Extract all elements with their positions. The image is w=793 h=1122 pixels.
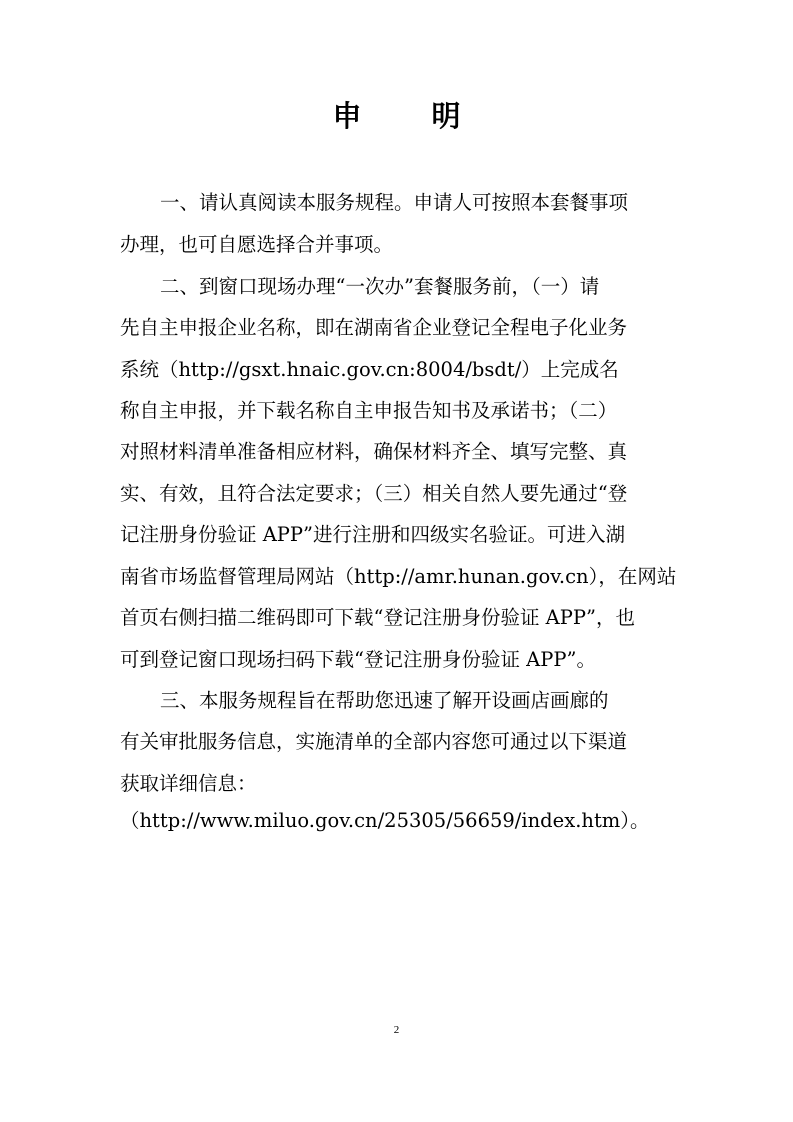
paragraph-2-line-2: 先自主申报企业名称，即在湖南省企业登记全程电子化业务 — [120, 316, 628, 339]
paragraph-2-line-9: 首页右侧扫描二维码即可下载“登记注册身份验证 APP”，也 — [120, 606, 635, 629]
paragraph-2-line-6: 实、有效，且符合法定要求；（三）相关自然人要先通过“登 — [120, 482, 628, 505]
paragraph-2-line-1: 二、到窗口现场办理“一次办”套餐服务前，（一）请 — [160, 275, 600, 298]
paragraph-3-line-1: 三、本服务规程旨在帮助您迅速了解开设画店画廊的 — [160, 689, 609, 712]
paragraph-3-line-3: 获取详细信息： — [120, 772, 257, 795]
paragraph-3-url: （http://www.miluo.gov.cn/25305/56659/index.htm）。 — [120, 809, 650, 832]
document-title: 申 明 — [332, 99, 491, 133]
paragraph-2-line-4: 称自主申报，并下载名称自主申报告知书及承诺书；（二） — [120, 399, 618, 422]
paragraph-1-line-2: 办理，也可自愿选择合并事项。 — [120, 233, 394, 256]
page-number: 2 — [393, 1024, 400, 1036]
paragraph-2-line-8: 南省市场监督管理局网站（http://amr.hunan.gov.cn），在网站 — [120, 565, 677, 588]
paragraph-2-line-5: 对照材料清单准备相应材料，确保材料齐全、填写完整、真 — [120, 440, 628, 463]
paragraph-2-line-3: 系统（http://gsxt.hnaic.gov.cn:8004/bsdt/）上完成名 — [120, 358, 619, 381]
paragraph-2-line-7: 记注册身份验证 APP”进行注册和四级实名验证。可进入湖 — [120, 523, 625, 546]
paragraph-1-line-1: 一、请认真阅读本服务规程。申请人可按照本套餐事项 — [160, 191, 629, 214]
paragraph-2-line-10: 可到登记窗口现场扫码下载“登记注册身份验证 APP”。 — [120, 648, 596, 671]
paragraph-3-line-2: 有关审批服务信息，实施清单的全部内容您可通过以下渠道 — [120, 730, 628, 753]
